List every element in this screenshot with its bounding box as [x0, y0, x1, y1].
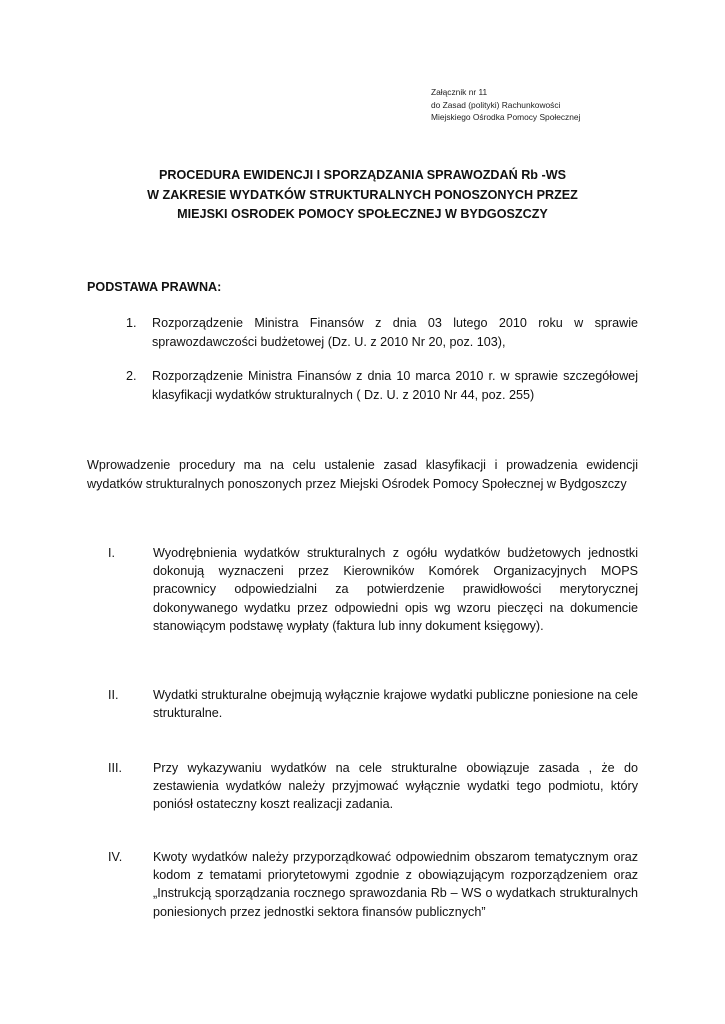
annex-line-2: do Zasad (polityki) Rachunkowości: [431, 99, 561, 110]
point-text: Wydatki strukturalne obejmują wyłącznie krajowe wydatki publiczne poniesione na cele strukturalne.: [153, 688, 638, 721]
point-numeral: II.: [108, 688, 119, 702]
legal-basis-text: Rozporządzenie Ministra Finansów z dnia 10 marca 2010 r. w sprawie szczegółowej klasyfikacji wydatków strukturalnych ( Dz. U. z 2010 Nr 44, poz. 255): [152, 369, 638, 402]
point-numeral: IV.: [108, 850, 123, 864]
legal-basis-text: Rozporządzenie Ministra Finansów z dnia 03 lutego 2010 roku w sprawie sprawozdawczości budżetowej (Dz. U. z 2010 Nr 20, poz. 103),: [152, 316, 638, 349]
procedure-point: [87, 544, 638, 635]
title-line-1: PROCEDURA EWIDENCJI I SPORZĄDZANIA SPRAWOZDAŃ Rb -WS: [159, 168, 566, 182]
point-numeral: III.: [108, 761, 122, 775]
legal-basis-item: [126, 314, 638, 351]
intro-paragraph: Wprowadzenie procedury ma na celu ustalenie zasad klasyfikacji i prowadzenia ewidencji wydatków strukturalnych ponoszonych przez Miejski Ośrodek Pomocy Społecznej w Bydgoszczy: [87, 458, 638, 491]
point-text: Wyodrębnienia wydatków strukturalnych z ogółu wydatków budżetowych jednostki dokonują wyznaczeni przez Kierowników Komórek Organizacyjnych MOPS pracownicy odpowiedzialni za potwierdzenie prawidłowości merytorycznej dokonywanego wydatku przez odpowiedni opis wg wzoru pieczęci na dokumencie stanowiącym podstawę wypłaty (faktura lub inny dokument księgowy).: [153, 546, 638, 633]
legal-basis-number: 2.: [126, 369, 137, 383]
document-title: [87, 166, 638, 225]
annex-line-3: Miejskiego Ośrodka Pomocy Społecznej: [431, 112, 581, 122]
annex-note: [431, 86, 580, 124]
title-line-2: W ZAKRESIE WYDATKÓW STRUKTURALNYCH PONOSZONYCH PRZEZ: [147, 187, 578, 202]
legal-basis-heading: PODSTAWA PRAWNA:: [87, 280, 222, 294]
annex-line-1: Załącznik nr 11: [431, 87, 488, 97]
legal-basis-number: 1.: [126, 316, 137, 330]
point-text: Kwoty wydatków należy przyporządkować odpowiednim obszarom tematycznym oraz kodom z tematami priorytetowymi zgodnie z obowiązującym rozporządzeniem oraz „Instrukcją sporządzania rocznego sprawozdania Rb – WS o wydatkach strukturalnych poniesionych przez jednostki sektora finansów publicznych”: [153, 850, 638, 919]
procedure-point: [87, 848, 638, 921]
procedure-point: [87, 686, 638, 722]
title-line-3: MIEJSKI OSRODEK POMOCY SPOŁECZNEJ W BYDGOSZCZY: [177, 207, 548, 221]
legal-basis-item: [126, 367, 638, 404]
point-numeral: I.: [108, 546, 115, 560]
procedure-point: [87, 759, 638, 814]
point-text: Przy wykazywaniu wydatków na cele strukturalne obowiązuje zasada , że do zestawienia wydatków należy przyjmować wyłącznie wydatki tego podmiotu, który poniósł ostateczny koszt realizacji zadania.: [153, 761, 638, 812]
